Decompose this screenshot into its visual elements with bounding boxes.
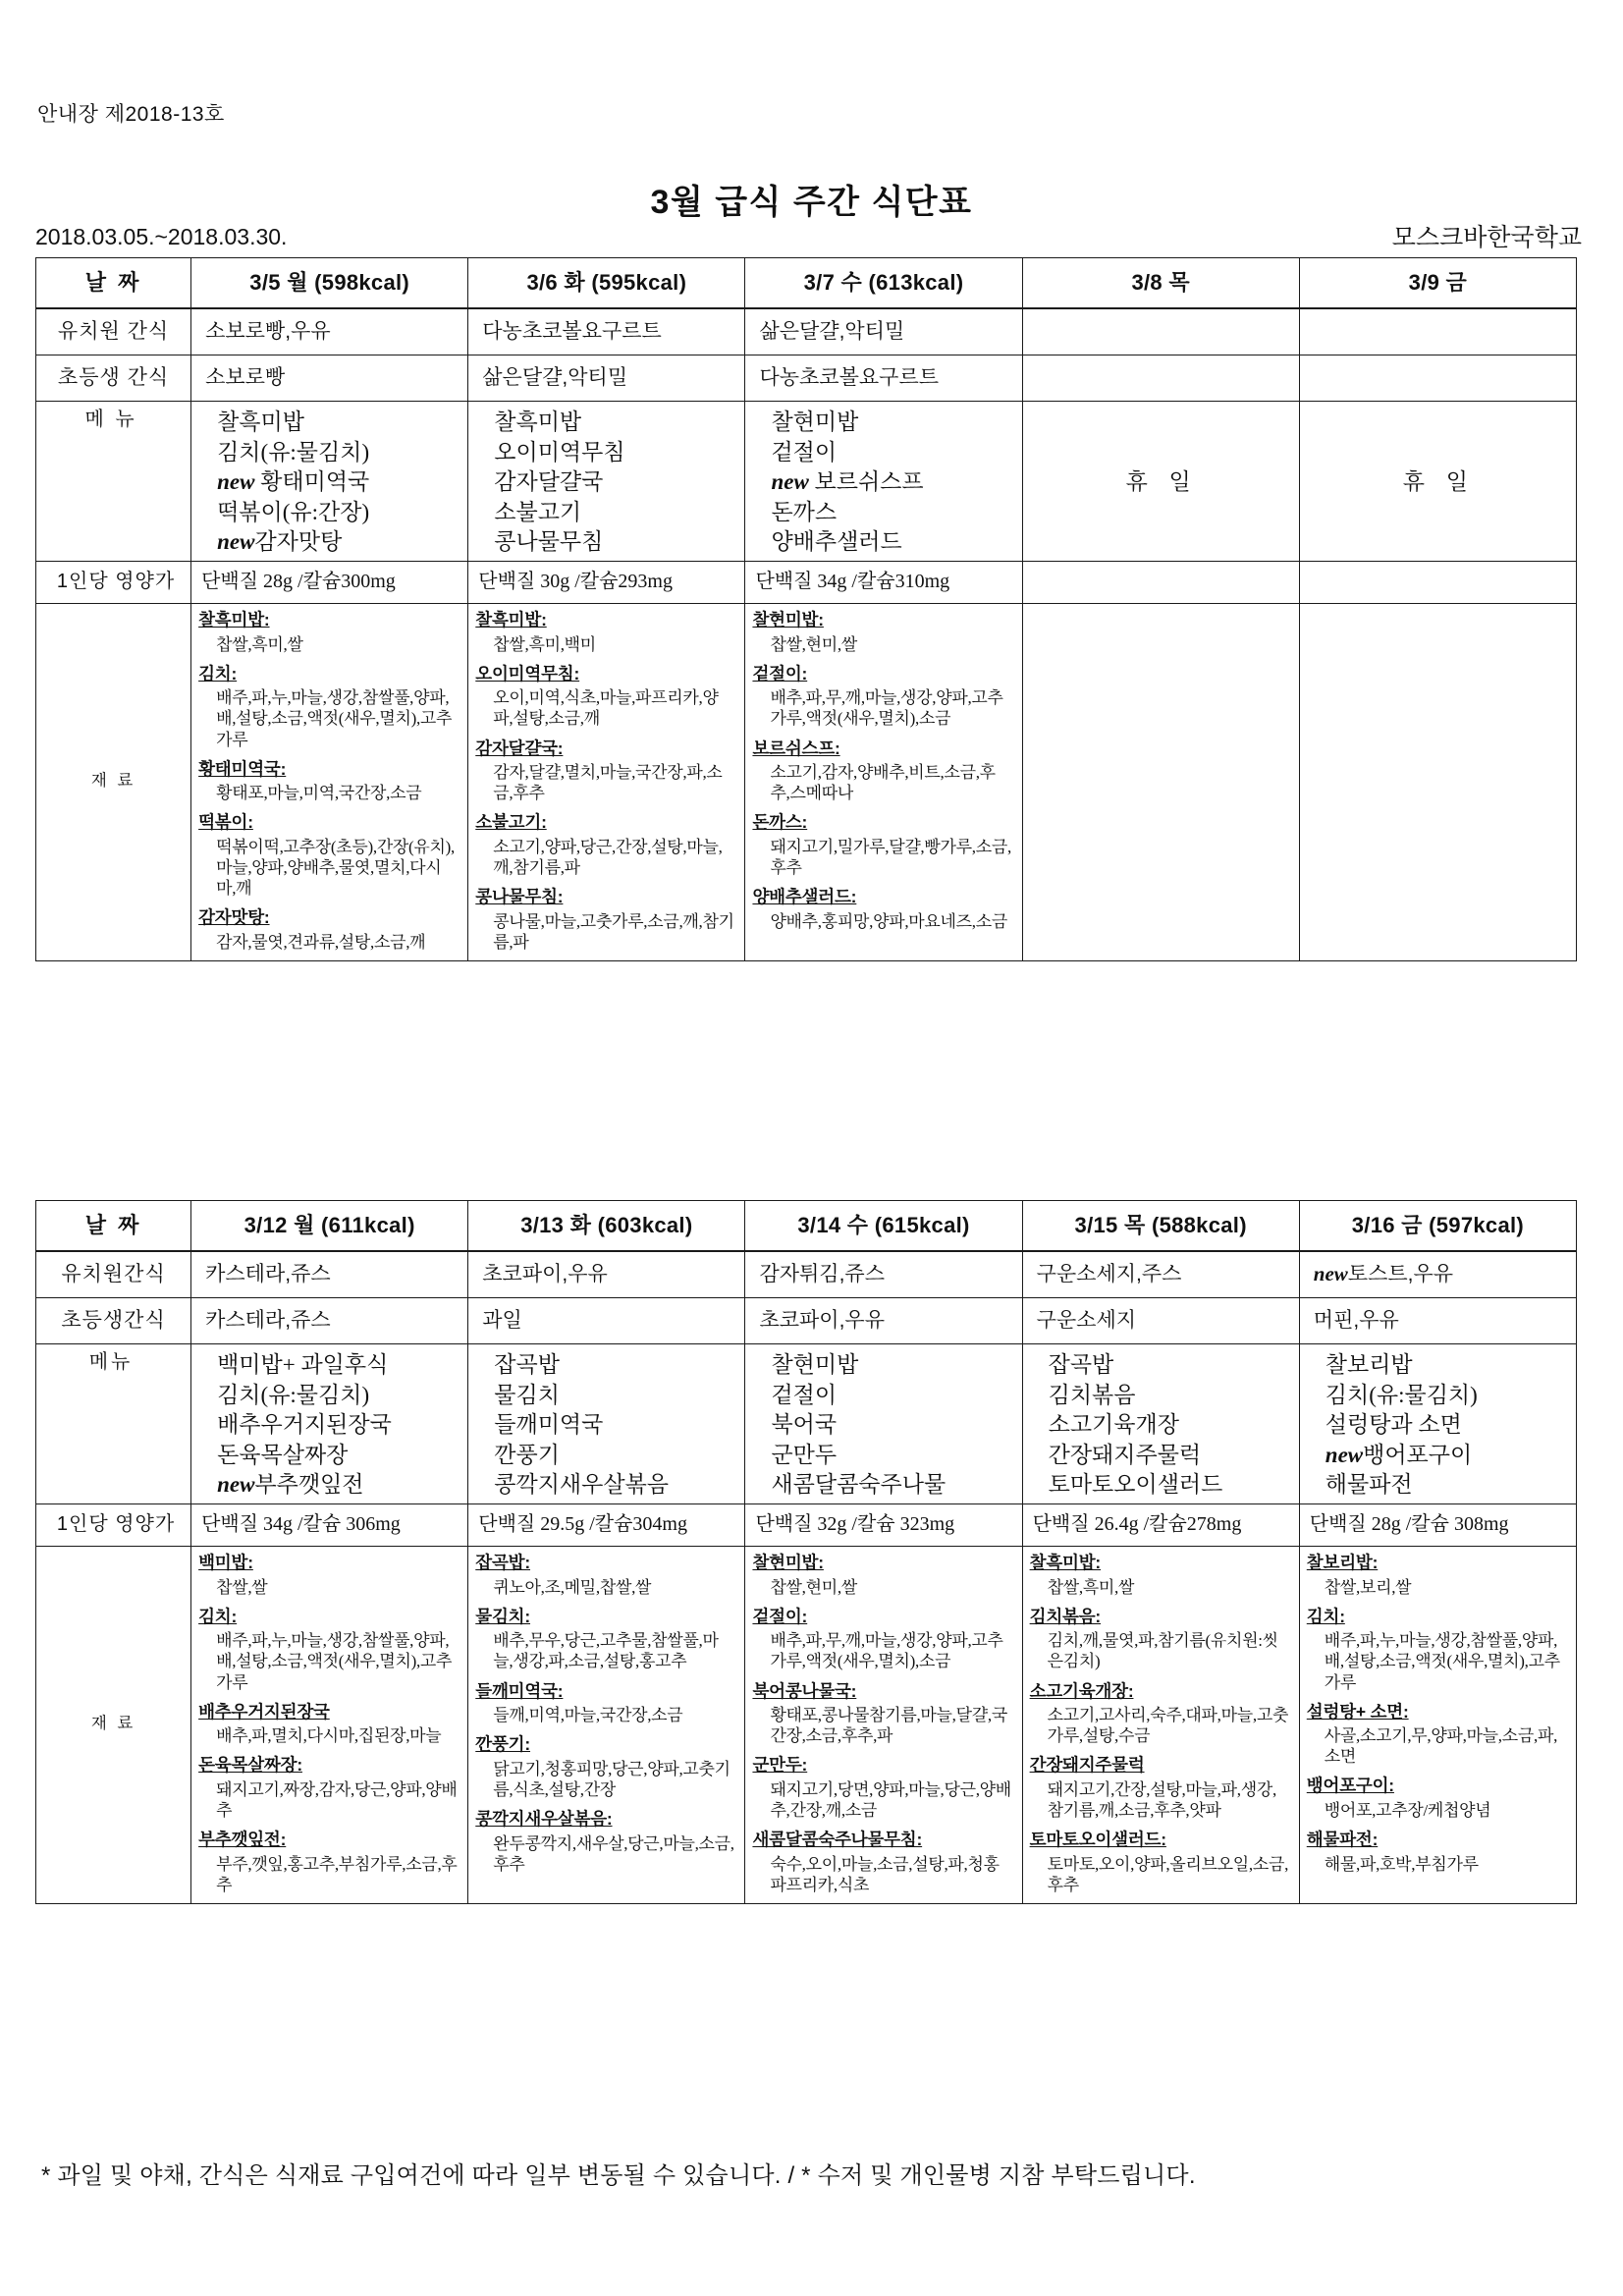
menu-item: new 보르쉬스프	[771, 469, 924, 495]
ingredient-block	[198, 1553, 460, 1598]
ingredient-items: 콩나물,마늘,고춧가루,소금,깨,참기름,파	[493, 911, 734, 952]
week1-nutrition-2: 단백질 34g /칼슘310mg	[745, 561, 1022, 603]
ingredient-block	[475, 812, 737, 878]
menu-item: 군만두	[771, 1442, 838, 1467]
ingredient-items: 배주,파,누,마늘,생강,참쌀풀,양파,배,설탕,소금,액젓(새우,멸치),고추가루	[216, 1631, 453, 1692]
week2-kinder-snack-2: 감자튀김,쥬스	[745, 1251, 1022, 1298]
ingredient-items: 돼지고기,짜장,감자,당근,양파,양배추	[216, 1780, 458, 1821]
ingredient-block	[1030, 1681, 1292, 1747]
ingredient-dish-name: 겉절이:	[752, 1606, 808, 1626]
week2-nutrition-4: 단백질 28g /칼슘 308mg	[1299, 1503, 1576, 1546]
week1-ingredients-3	[1022, 603, 1299, 960]
week2-kinder-snack-4: new토스트,우유	[1299, 1251, 1576, 1298]
ingredient-dish-name: 설렁탕+ 소면:	[1306, 1701, 1409, 1722]
ingredient-block	[1030, 1553, 1292, 1598]
week2-menu-1	[468, 1344, 745, 1504]
week2-kinder-snack-1: 초코파이,우유	[468, 1251, 745, 1298]
menu-item: 새콤달콤숙주나물	[771, 1472, 947, 1498]
ingredient-dish-name: 황태미역국:	[198, 758, 287, 779]
row-label-menu: 메 뉴	[36, 402, 191, 562]
ingredient-items: 완두콩깍지,새우살,당근,마늘,소금,후추	[493, 1833, 734, 1874]
week2-menu-table	[35, 1200, 1577, 1904]
menu-item: 찰흑미밥	[217, 410, 304, 434]
ingredient-block	[752, 812, 1014, 878]
ingredient-items: 퀴노아,조,메밀,찹쌀,쌀	[493, 1577, 652, 1597]
ingredient-dish-name: 양배추샐러드:	[752, 887, 857, 907]
ingredient-dish-name: 돈까스:	[752, 812, 808, 833]
row-label-ingredients-2: 재 료	[36, 1546, 191, 1903]
menu-item: 김치볶음	[1048, 1382, 1136, 1407]
ingredient-items: 돼지고기,당면,양파,마늘,당근,양배추,간장,깨,소금	[770, 1780, 1011, 1821]
week2-menu-0	[191, 1344, 468, 1504]
ingredient-dish-name: 깐풍기:	[475, 1734, 531, 1755]
ingredient-block	[198, 1702, 460, 1747]
ingredient-items: 떡볶이떡,고추장(초등),간장(유치),마늘,양파,양배추,물엿,멸치,다시마,깨	[216, 838, 455, 899]
ingredient-block	[475, 610, 737, 655]
ingredient-block	[752, 1553, 1014, 1598]
week1-day-2: 3/7 수 (613kcal)	[745, 258, 1022, 309]
ingredient-block	[1307, 1776, 1569, 1821]
week1-nutrition-4	[1299, 561, 1576, 603]
ingredient-dish-name: 김치:	[198, 1606, 238, 1626]
week2-day-0: 3/12 월 (611kcal)	[191, 1201, 468, 1252]
week1-nutrition-0: 단백질 28g /칼슘300mg	[191, 561, 468, 603]
week1-kinder-snack-3	[1022, 308, 1299, 355]
week1-nutrition-1: 단백질 30g /칼슘293mg	[468, 561, 745, 603]
ingredient-block	[198, 664, 460, 750]
ingredient-block	[198, 759, 460, 804]
week1-elem-snack-1: 삶은달걀,악티밀	[468, 355, 745, 402]
ingredient-items: 사골,소고기,무,양파,마늘,소금,파,소면	[1324, 1726, 1558, 1767]
week2-day-4: 3/16 금 (597kcal)	[1299, 1201, 1576, 1252]
ingredient-items: 황태포,마늘,미역,국간장,소금	[216, 784, 422, 803]
ingredient-block	[198, 1607, 460, 1693]
ingredient-items: 양배추,홍피망,양파,마요네즈,소금	[770, 911, 1007, 931]
week2-elem-snack-2: 초코파이,우유	[745, 1298, 1022, 1344]
menu-item: 찰현미밥	[771, 1352, 859, 1377]
week2-nutrition-0: 단백질 34g /칼슘 306mg	[191, 1503, 468, 1546]
ingredient-dish-name: 찰보리밥:	[1306, 1552, 1379, 1572]
ingredient-items: 찹쌀,흑미,쌀	[216, 634, 303, 654]
menu-item: 찰보리밥	[1325, 1352, 1413, 1377]
new-badge: new	[1313, 1262, 1348, 1286]
menu-item: 김치(유:물김치)	[217, 1382, 370, 1407]
week1-day-3: 3/8 목	[1022, 258, 1299, 309]
ingredient-block	[1307, 1553, 1569, 1598]
footnote: * 과일 및 야채, 간식은 식재료 구입여건에 따라 일부 변동될 수 있습니다. / * 수저 및 개인물병 지참 부탁드립니다.	[41, 2162, 1196, 2189]
week2-ingredients-row	[36, 1546, 1577, 1903]
ingredient-items: 배추,파,무,깨,마늘,생강,양파,고추가루,액젓(새우,멸치),소금	[770, 688, 1003, 729]
row-label-nutrition: 1인당 영양가	[36, 561, 191, 603]
ingredient-dish-name: 들깨미역국:	[475, 1680, 564, 1701]
row-label-kinder-snack: 유치원 간식	[36, 308, 191, 355]
week1-kinder-snack-4	[1299, 308, 1576, 355]
ingredient-items: 닭고기,청홍피망,당근,양파,고춧기름,식초,설탕,간장	[493, 1759, 730, 1800]
ingredient-dish-name: 콩깍지새우살볶음:	[475, 1809, 613, 1830]
ingredient-block	[198, 1830, 460, 1895]
menu-item: 북어국	[771, 1412, 838, 1438]
ingredient-items: 찹쌀,쌀	[216, 1577, 268, 1597]
ingredient-items: 배주,파,누,마늘,생강,참쌀풀,양파,배,설탕,소금,액젓(새우,멸치),고추가루	[216, 688, 453, 749]
week1-day-0: 3/5 월 (598kcal)	[191, 258, 468, 309]
ingredient-block	[752, 664, 1014, 730]
week1-header-row	[36, 258, 1577, 309]
week2-elem-snack-3: 구운소세지	[1022, 1298, 1299, 1344]
ingredient-dish-name: 해물파전:	[1306, 1830, 1379, 1850]
menu-item: 깐풍기	[494, 1442, 560, 1467]
week1-elem-snack-row	[36, 355, 1577, 402]
menu-item: 김치(유:물김치)	[1325, 1382, 1478, 1407]
week1-elem-snack-0: 소보로빵	[191, 355, 468, 402]
ingredient-dish-name: 배추우거지된장국	[198, 1701, 330, 1722]
ingredient-dish-name: 찰흑미밥:	[1029, 1552, 1102, 1572]
week2-ingredients-3	[1022, 1546, 1299, 1903]
menu-item: 백미밥+ 과일후식	[217, 1352, 389, 1377]
week2-ingredients-0	[191, 1546, 468, 1903]
ingredient-dish-name: 소불고기:	[475, 812, 547, 833]
ingredient-items: 들깨,미역,마늘,국간장,소금	[493, 1706, 683, 1725]
ingredient-dish-name: 떡볶이:	[198, 812, 253, 833]
new-badge: new	[1325, 1442, 1364, 1467]
week2-header-row	[36, 1201, 1577, 1252]
ingredient-block	[475, 1553, 737, 1598]
ingredient-block	[475, 664, 737, 730]
ingredient-block	[752, 1607, 1014, 1672]
row-label-ingredients: 재 료	[36, 603, 191, 960]
ingredient-block	[1307, 1607, 1569, 1693]
week1-ingredients-1	[468, 603, 745, 960]
week1-elem-snack-4	[1299, 355, 1576, 402]
week2-ingredients-2	[745, 1546, 1022, 1903]
ingredient-dish-name: 보르쉬스프:	[752, 738, 840, 758]
ingredient-dish-name: 오이미역무침:	[475, 663, 580, 683]
ingredient-block	[752, 1830, 1014, 1895]
week2-nutrition-2: 단백질 32g /칼슘 323mg	[745, 1503, 1022, 1546]
ingredient-block	[198, 907, 460, 953]
week2-day-1: 3/13 화 (603kcal)	[468, 1201, 745, 1252]
week2-menu-2	[745, 1344, 1022, 1504]
menu-item: 겉절이	[771, 1382, 838, 1407]
ingredient-dish-name: 뱅어포구이:	[1306, 1776, 1394, 1796]
school-name: 모스크바한국학교	[1391, 224, 1582, 251]
ingredient-items: 배주,파,누,마늘,생강,참쌀풀,양파,배,설탕,소금,액젓(새우,멸치),고추가루	[1324, 1631, 1560, 1692]
ingredient-dish-name: 물김치:	[475, 1606, 531, 1626]
menu-item: 콩깍지새우살볶음	[494, 1472, 670, 1498]
menu-item: new 황태미역국	[217, 469, 370, 495]
menu-item: 콩나물무침	[494, 529, 604, 555]
ingredient-dish-name: 김치:	[198, 663, 238, 683]
ingredient-items: 감자,달걀,멸치,마늘,국간장,파,소금,후추	[493, 763, 723, 803]
menu-item: 물김치	[494, 1382, 560, 1407]
ingredient-items: 찹쌀,현미,쌀	[770, 1577, 857, 1597]
menu-item: 잡곡밥	[1048, 1352, 1114, 1377]
menu-item: 배추우거지된장국	[217, 1412, 392, 1438]
week1-ingredients-4	[1299, 603, 1576, 960]
ingredient-block	[475, 1607, 737, 1672]
ingredient-items: 김치,깨,물엿,파,참기름(유치원:씻은김치)	[1047, 1631, 1278, 1671]
ingredient-items: 찹쌀,흑미,백미	[493, 634, 596, 654]
ingredient-items: 감자,물엿,견과류,설탕,소금,깨	[216, 932, 426, 952]
menu-item: new뱅어포구이	[1325, 1442, 1473, 1467]
menu-item: 설렁탕과 소면	[1325, 1412, 1462, 1438]
ingredient-items: 황태포,콩나물참기름,마늘,달걀,국간장,소금,후추,파	[770, 1706, 1007, 1746]
ingredient-items: 뱅어포,고추장/케첩양념	[1324, 1801, 1491, 1821]
week2-kinder-snack-row	[36, 1251, 1577, 1298]
ingredient-items: 찹쌀,보리,쌀	[1324, 1577, 1412, 1597]
menu-item: 양배추샐러드	[771, 529, 902, 555]
week1-elem-snack-2: 다농초코볼요구르트	[745, 355, 1022, 402]
ingredient-block	[1030, 1830, 1292, 1895]
week1-kinder-snack-row	[36, 308, 1577, 355]
week2-elem-snack-1: 과일	[468, 1298, 745, 1344]
ingredient-block	[475, 1809, 737, 1875]
ingredient-dish-name: 김치:	[1306, 1606, 1345, 1626]
ingredient-block	[752, 610, 1014, 655]
date-range: 2018.03.05.~2018.03.30.	[35, 224, 288, 249]
week2-elem-snack-row	[36, 1298, 1577, 1344]
ingredient-block	[752, 1681, 1014, 1747]
ingredient-items: 소고기,감자,양배추,비트,소금,후추,스메따나	[770, 763, 996, 803]
ingredient-items: 해물,파,호박,부침가루	[1324, 1854, 1479, 1874]
header-date-label: 날 짜	[36, 258, 191, 309]
ingredient-dish-name: 감자달걀국:	[475, 738, 564, 758]
new-badge: new	[217, 1472, 255, 1498]
ingredient-dish-name: 감자맛탕:	[198, 907, 270, 928]
week2-nutrition-1: 단백질 29.5g /칼슘304mg	[468, 1503, 745, 1546]
ingredient-dish-name: 겉절이:	[752, 663, 808, 683]
ingredient-block	[1307, 1702, 1569, 1768]
ingredient-dish-name: 찰현미밥:	[752, 1552, 824, 1572]
row-label-elem-snack: 초등생 간식	[36, 355, 191, 402]
week2-menu-row	[36, 1344, 1577, 1504]
ingredient-dish-name: 부추깻잎전:	[198, 1830, 287, 1850]
week1-elem-snack-3	[1022, 355, 1299, 402]
week1-ingredients-row	[36, 603, 1577, 960]
week2-kinder-snack-0: 카스테라,쥬스	[191, 1251, 468, 1298]
week2-kinder-snack-3: 구운소세지,주스	[1022, 1251, 1299, 1298]
row-label-nutrition-2: 1인당 영양가	[36, 1503, 191, 1546]
ingredient-items: 찹쌀,현미,쌀	[770, 634, 857, 654]
week1-menu-3: 휴 일	[1022, 402, 1299, 562]
menu-item: 떡볶이(유:간장)	[217, 499, 370, 524]
week2-day-3: 3/15 목 (588kcal)	[1022, 1201, 1299, 1252]
ingredient-dish-name: 북어콩나물국:	[752, 1680, 857, 1701]
ingredient-block	[1030, 1607, 1292, 1672]
ingredient-block	[1030, 1755, 1292, 1821]
ingredient-dish-name: 토마토오이샐러드:	[1029, 1830, 1166, 1850]
menu-item: 김치(유:물김치)	[217, 439, 370, 465]
ingredient-block	[475, 1734, 737, 1800]
week1-nutrition-row	[36, 561, 1577, 603]
week2-ingredients-4	[1299, 1546, 1576, 1903]
menu-item: 소고기육개장	[1048, 1412, 1179, 1438]
menu-item: 찰현미밥	[771, 410, 859, 434]
menu-item: new감자맛탕	[217, 529, 343, 555]
week1-menu-0	[191, 402, 468, 562]
row-label-menu-2: 메뉴	[36, 1344, 191, 1504]
ingredient-block	[752, 887, 1014, 932]
week2-nutrition-row	[36, 1503, 1577, 1546]
ingredient-items: 찹쌀,흑미,쌀	[1047, 1577, 1135, 1597]
menu-item: 토마토오이샐러드	[1048, 1472, 1223, 1498]
ingredient-items: 돼지고기,간장,설탕,마늘,파,생강,참기름,깨,소금,후추,얏파	[1047, 1780, 1276, 1821]
ingredient-items: 소고기,고사리,숙주,대파,마늘,고춧가루,설탕,수금	[1047, 1706, 1289, 1746]
week1-kinder-snack-1: 다농초코볼요구르트	[468, 308, 745, 355]
week1-menu-row	[36, 402, 1577, 562]
week2-nutrition-3: 단백질 26.4g /칼슘278mg	[1022, 1503, 1299, 1546]
week1-ingredients-2	[745, 603, 1022, 960]
ingredient-dish-name: 찰현미밥:	[752, 609, 824, 629]
row-label-elem-snack-2: 초등생간식	[36, 1298, 191, 1344]
week1-ingredients-0	[191, 603, 468, 960]
ingredient-dish-name: 백미밥:	[198, 1552, 253, 1572]
ingredient-dish-name: 김치볶음:	[1029, 1606, 1102, 1626]
menu-item: 찰흑미밥	[494, 410, 582, 434]
ingredient-block	[1307, 1830, 1569, 1875]
ingredient-block	[475, 1681, 737, 1726]
ingredient-dish-name: 돈육목살짜장:	[198, 1755, 302, 1776]
ingredient-block	[198, 610, 460, 655]
menu-item: 해물파전	[1325, 1472, 1413, 1498]
ingredient-dish-name: 소고기육개장:	[1029, 1680, 1134, 1701]
ingredient-block	[198, 1755, 460, 1821]
ingredient-dish-name: 새콤달콤숙주나물무침:	[752, 1830, 923, 1850]
menu-item: 돈육목살짜장	[217, 1442, 349, 1467]
week1-menu-2	[745, 402, 1022, 562]
menu-item: 돈까스	[771, 499, 838, 524]
week1-menu-4: 휴 일	[1299, 402, 1576, 562]
menu-item: 간장돼지주물럭	[1048, 1442, 1202, 1467]
menu-item: 겉절이	[771, 439, 838, 465]
week2-elem-snack-4: 머핀,우유	[1299, 1298, 1576, 1344]
document-number: 안내장 제2018-13호	[37, 103, 225, 126]
week1-kinder-snack-2: 삶은달걀,악티밀	[745, 308, 1022, 355]
ingredient-block	[475, 738, 737, 804]
ingredient-block	[752, 738, 1014, 804]
ingredient-block	[752, 1755, 1014, 1821]
menu-item: 오이미역무침	[494, 439, 625, 465]
new-badge: new	[217, 529, 255, 555]
menu-item: 소불고기	[494, 499, 582, 524]
menu-item: 감자달걀국	[494, 469, 604, 495]
ingredient-items: 배추,파,무,깨,마늘,생강,양파,고추가루,액젓(새우,멸치),소금	[770, 1631, 1003, 1671]
header-date-label-2: 날 짜	[36, 1201, 191, 1252]
week1-kinder-snack-0: 소보로빵,우유	[191, 308, 468, 355]
week1-menu-table	[35, 257, 1577, 961]
week1-day-4: 3/9 금	[1299, 258, 1576, 309]
ingredient-dish-name: 군만두:	[752, 1755, 808, 1776]
ingredient-dish-name: 잡곡밥:	[475, 1552, 531, 1572]
ingredient-block	[475, 887, 737, 953]
week1-menu-1	[468, 402, 745, 562]
menu-item: 잡곡밥	[494, 1352, 560, 1377]
ingredient-items: 배추,파,멸치,다시마,집된장,마늘	[216, 1726, 442, 1746]
week1-day-1: 3/6 화 (595kcal)	[468, 258, 745, 309]
week1-nutrition-3	[1022, 561, 1299, 603]
week2-day-2: 3/14 수 (615kcal)	[745, 1201, 1022, 1252]
new-badge: new	[217, 469, 255, 495]
ingredient-dish-name: 찰흑미밥:	[198, 609, 270, 629]
ingredient-items: 돼지고기,밀가루,달걀,빵가루,소금,후추	[770, 838, 1011, 878]
menu-item: 들깨미역국	[494, 1412, 604, 1438]
week2-ingredients-1	[468, 1546, 745, 1903]
week2-menu-4	[1299, 1344, 1576, 1504]
ingredient-items: 오이,미역,식초,마늘,파프리카,양파,설탕,소금,깨	[493, 688, 719, 729]
menu-item: new부추깻잎전	[217, 1472, 364, 1498]
ingredient-dish-name: 콩나물무침:	[475, 887, 564, 907]
week2-elem-snack-0: 카스테라,쥬스	[191, 1298, 468, 1344]
ingredient-items: 부주,깻잎,홍고추,부침가루,소금,후추	[216, 1854, 458, 1894]
row-label-kinder-snack-2: 유치원간식	[36, 1251, 191, 1298]
ingredient-dish-name: 찰흑미밥:	[475, 609, 547, 629]
ingredient-items: 토마토,오이,양파,올리브오일,소금,후추	[1047, 1854, 1289, 1894]
week2-menu-3	[1022, 1344, 1299, 1504]
ingredient-dish-name: 간장돼지주물럭	[1029, 1755, 1145, 1776]
new-badge: new	[771, 469, 809, 495]
ingredient-items: 배추,무우,당근,고추물,참쌀풀,마늘,생강,파,소금,설탕,홍고추	[493, 1631, 719, 1671]
ingredient-items: 숙수,오이,마늘,소금,설탕,파,청홍파프리카,식초	[770, 1854, 1000, 1894]
ingredient-items: 소고기,양파,당근,간장,설탕,마늘,깨,참기름,파	[493, 838, 723, 878]
ingredient-block	[198, 812, 460, 899]
page-title: 3월 급식 주간 식단표	[650, 184, 973, 221]
